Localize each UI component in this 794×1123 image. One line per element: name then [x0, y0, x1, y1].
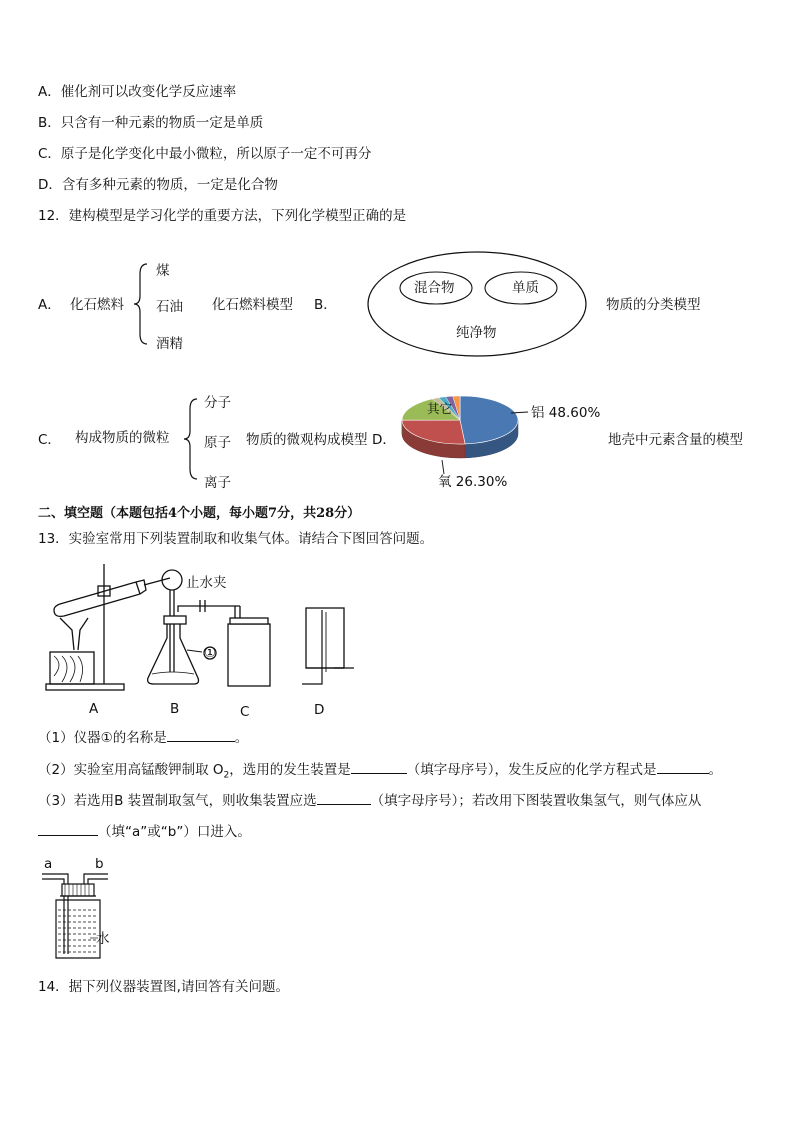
- answer-blank-3[interactable]: [657, 760, 709, 774]
- pie-label-other: 其它: [427, 401, 453, 416]
- q12-d-caption: 地壳中元素含量的模型: [608, 432, 743, 448]
- q12-stem: 12．建构模型是学习化学的重要方法，下列化学模型正确的是: [38, 208, 407, 224]
- q12-b-mixture-label: 混合物: [414, 280, 455, 296]
- answer-blank-5[interactable]: [38, 822, 98, 836]
- q13-sub3-line1: （3）若选用B 装置制取氢气，则收集装置应选 （填字母序号）；若改用下图装置收集氢气，则气体应从: [38, 793, 702, 809]
- q12-a-brace: [132, 262, 150, 346]
- pie-label-oxygen: 氧 26.30%: [438, 474, 508, 490]
- q11-option-c: C．原子是化学变化中最小微粒，所以原子一定不可再分: [38, 146, 372, 162]
- q12-b-caption: 物质的分类模型: [606, 297, 701, 313]
- answer-blank-4[interactable]: [317, 791, 371, 805]
- answer-blank-2[interactable]: [351, 760, 407, 774]
- q11-option-d: D．含有多种元素的物质，一定是化合物: [38, 177, 278, 193]
- q12-c-item-atom: 原子: [204, 435, 231, 451]
- clamp-label: 止水夹: [186, 575, 227, 591]
- q12-a-item-coal: 煤: [156, 263, 170, 279]
- q12-a-caption: 化石燃料模型: [212, 297, 293, 313]
- q12-b-pure-label: 纯净物: [456, 325, 497, 341]
- water-bottle-figure: [38, 870, 118, 962]
- q12-a-item-oil: 石油: [156, 299, 183, 315]
- bottle-port-a: a: [44, 856, 53, 872]
- q13-sub2: （2）实验室用高锰酸钾制取 $O_2$，选用的发生装置是 （填字母序号），发生反应的化学方程式是 。: [38, 762, 722, 781]
- q12-c-letter: C．: [38, 432, 61, 448]
- q13-stem: 13．实验室常用下列装置制取和收集气体。请结合下图回答问题。: [38, 531, 434, 547]
- q12-b-element-label: 单质: [512, 280, 539, 296]
- apparatus-label-a: A: [89, 701, 99, 717]
- apparatus-label-b: B: [170, 701, 180, 717]
- section-heading: 二、填空题（本题包括4个小题，每小题7分，共28分）: [38, 506, 361, 521]
- q12-d-letter: D．: [372, 432, 396, 448]
- q12-a-item-alcohol: 酒精: [156, 336, 183, 352]
- pie-leader-lines: [398, 390, 538, 480]
- q12-c-caption: 物质的微观构成模型: [246, 432, 368, 448]
- q11-option-a: A．催化剂可以改变化学反应速率: [38, 84, 237, 100]
- q12-c-label: 构成物质的微粒: [75, 430, 170, 446]
- answer-blank-1[interactable]: [167, 728, 235, 742]
- water-label: 水: [96, 931, 110, 947]
- q13-sub3-line2: （填“a”或“b”）口进入。: [38, 822, 251, 841]
- q12-a-label: 化石燃料: [70, 297, 124, 313]
- q12-c-item-ion: 离子: [204, 475, 231, 491]
- instrument-marker: ①: [204, 645, 217, 661]
- q11-option-b: B．只含有一种元素的物质一定是单质: [38, 115, 264, 131]
- q13-sub1: （1）仪器①的名称是 。: [38, 730, 249, 746]
- apparatus-label-c: C: [240, 704, 250, 720]
- q12-a-letter: A．: [38, 297, 61, 313]
- q12-c-brace: [182, 397, 200, 481]
- bottle-port-b: b: [95, 856, 104, 872]
- q12-b-letter: B．: [314, 297, 337, 313]
- q12-c-item-molecule: 分子: [204, 395, 231, 411]
- apparatus-label-d: D: [314, 702, 325, 718]
- q14-stem: 14．据下列仪器装置图,请回答有关问题。: [38, 979, 289, 995]
- pie-label-aluminum: 铝 48.60%: [531, 405, 601, 421]
